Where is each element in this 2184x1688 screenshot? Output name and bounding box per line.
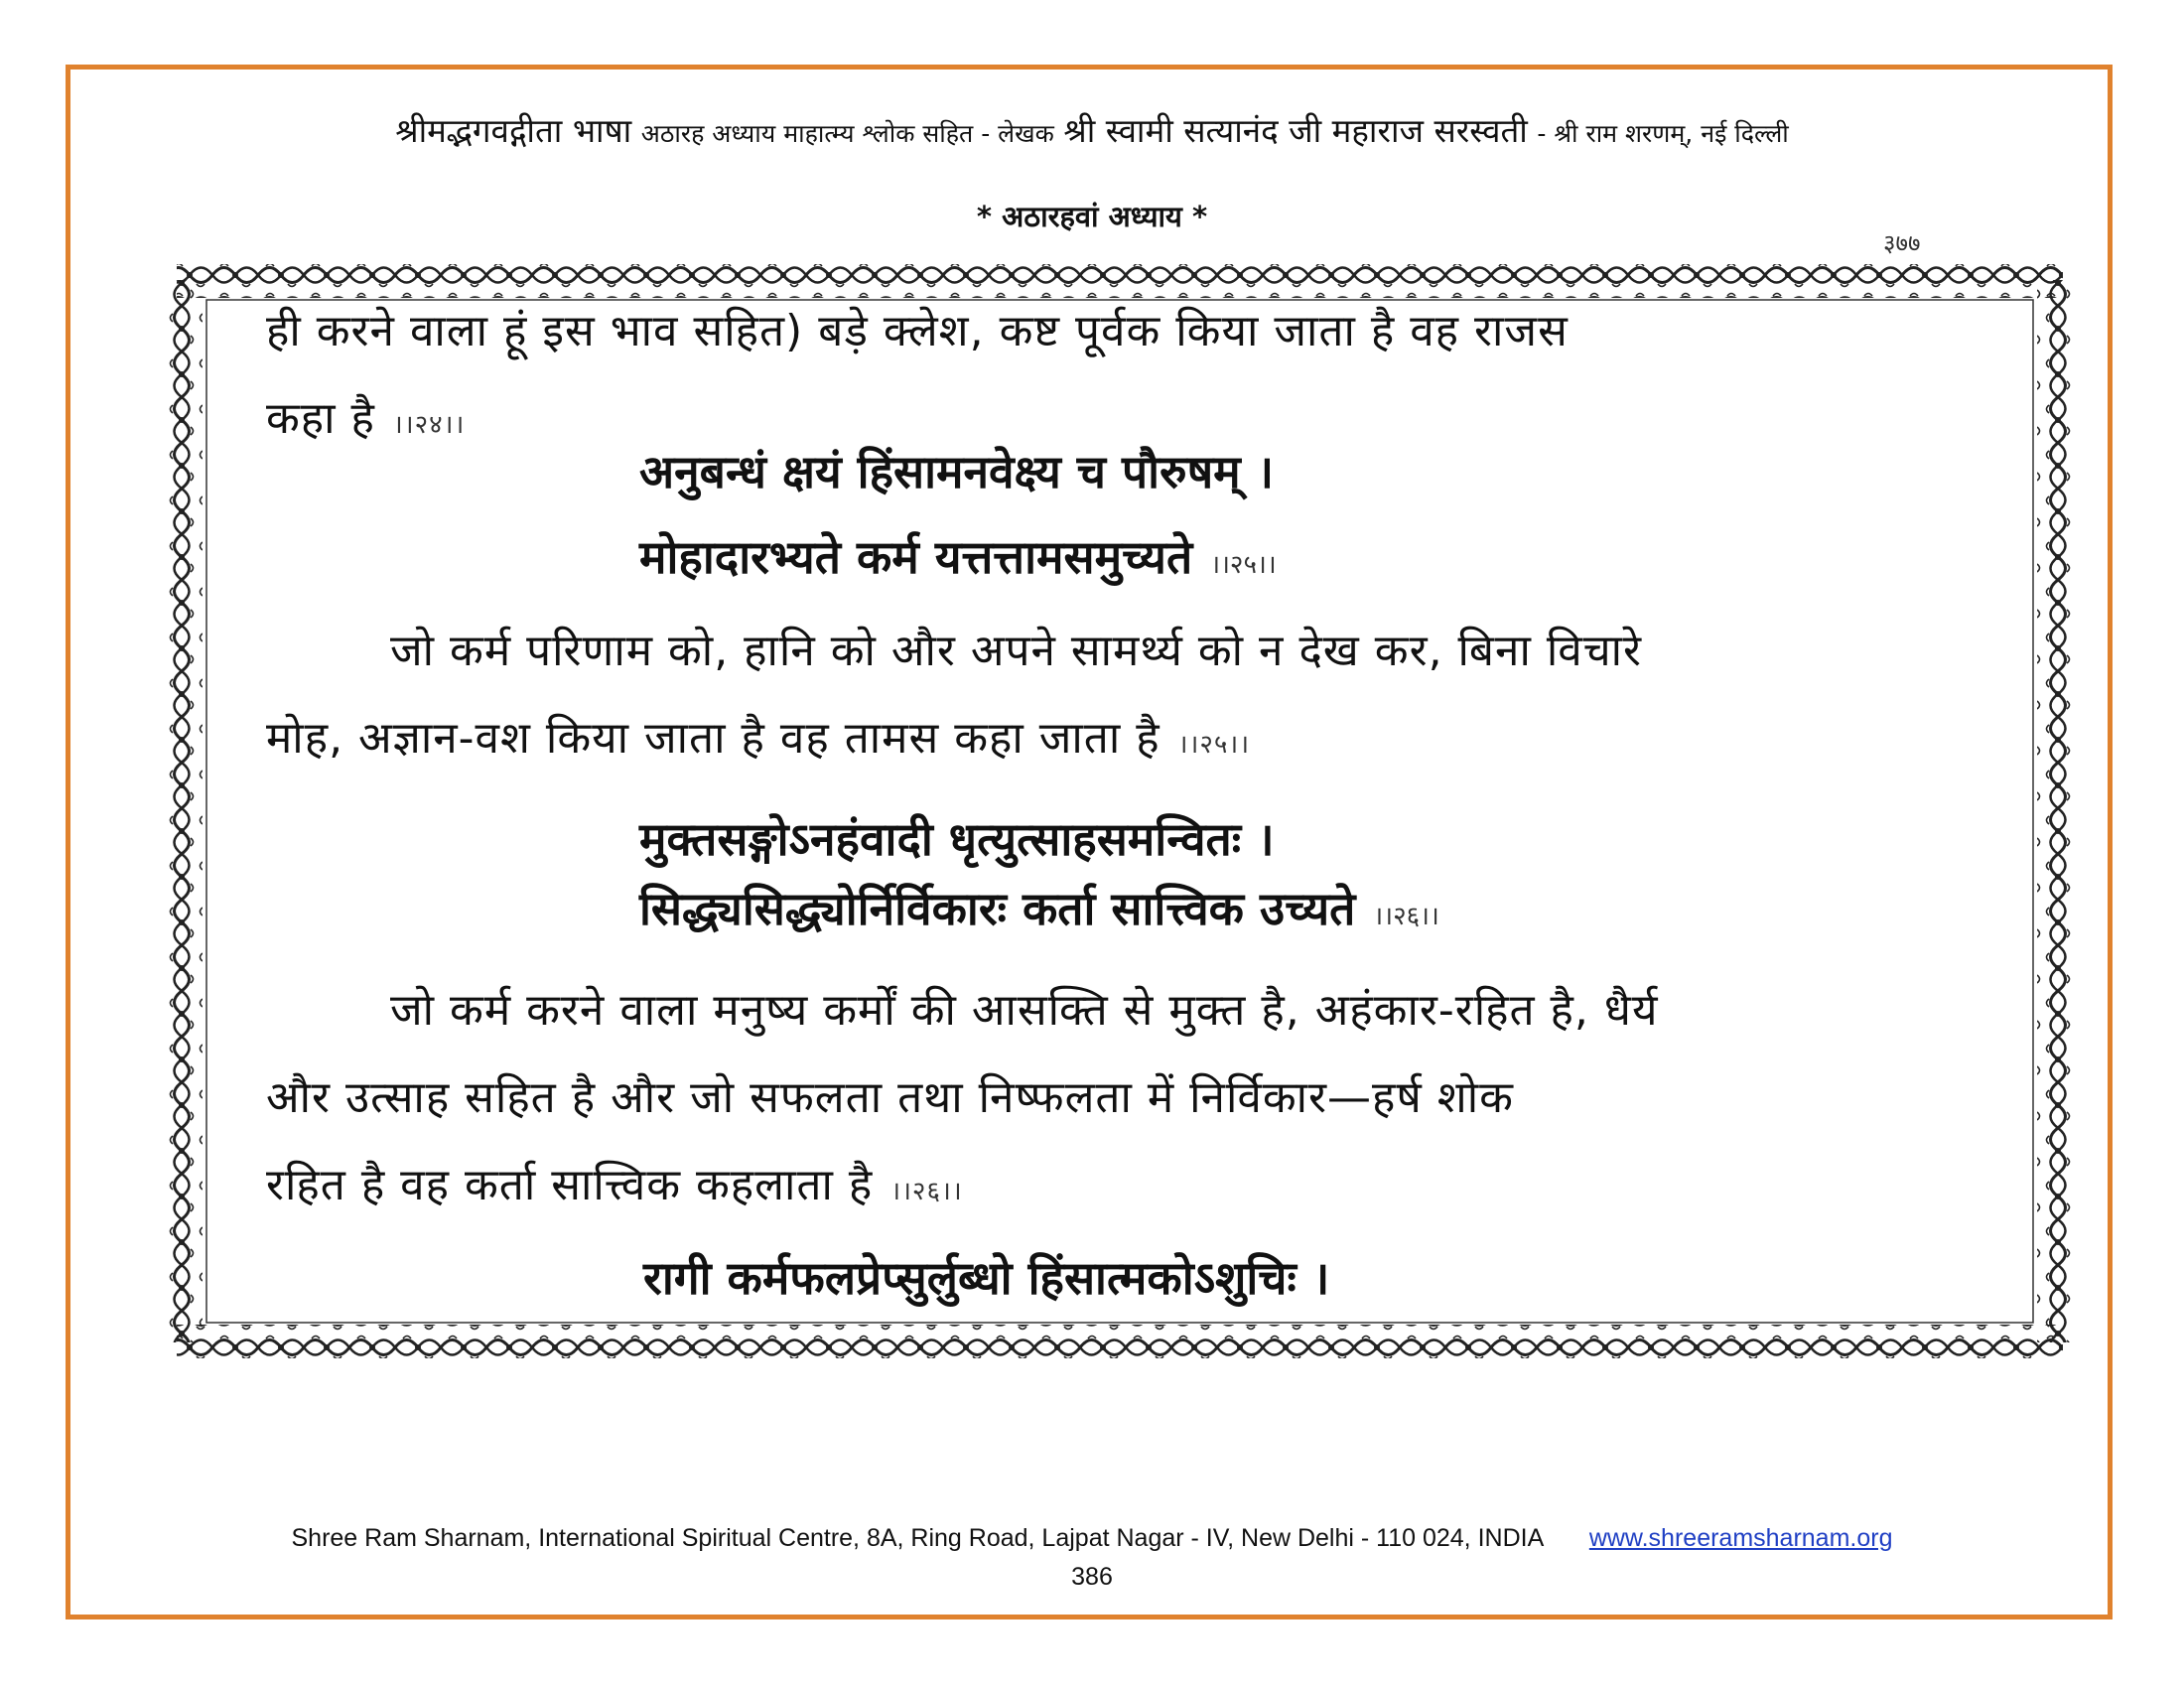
verse-text: मोहादारभ्यते कर्म यत्तत्तामसमुच्यते [639,530,1193,584]
sanskrit-verse-line: मुक्तसङ्गोऽनहंवादी धृत्युत्साहसमन्वितः । [639,812,1275,866]
prose-line [266,1142,1993,1235]
sanskrit-verse-line [266,866,1993,959]
header-author: श्री स्वामी सत्यानंद जी महाराज सरस्वती [1063,111,1528,150]
header-subtitle: अठारह अध्याय माहात्म्य श्लोक सहित - लेखक [640,119,1054,148]
prose-line [266,695,1993,788]
prose-text: रहित है वह कर्ता सात्त्विक कहलाता है [266,1160,874,1210]
verse-number: ।।२४।। [392,410,466,440]
scan-page-number: ३७७ [1883,229,1921,257]
prose-line: ही करने वाला हूं इस भाव सहित) बड़े क्लेश, कष्ट पूर्वक किया जाता है वह राजस [266,306,1569,356]
prose-text: कहा है [266,393,375,444]
prose-line: जो कर्म करने वाला मनुष्य कर्मों की आसक्ति से मुक्त है, अहंकार-रहित है, धैर्य [390,985,1659,1036]
chapter-title: * अठारहवां अध्याय * [976,200,1208,233]
verse-number: ।।२६।। [890,1177,963,1206]
verse-number: ।।२५।। [1210,550,1277,580]
verse-text: सिद्ध्यसिद्ध्योर्निर्विकारः कर्ता सात्त्विक उच्यते [639,882,1356,935]
website-link[interactable]: www.shreeramsharnam.org [1588,1524,1893,1552]
sanskrit-verse-line: अनुबन्धं क्षयं हिंसामनवेक्ष्य च पौरुषम् । [639,445,1275,498]
header-book-title: श्रीमद्भगवद्गीता भाषा [395,111,632,150]
scan-text-body [266,288,1993,1321]
prose-text: मोह, अज्ञान-वश किया जाता है वह तामस कहा जाता है [266,713,1160,764]
scanned-page [167,260,2073,1362]
sanskrit-verse-line [266,514,1993,608]
header-publisher: - श्री राम शरणम्, नई दिल्ली [1537,119,1789,148]
prose-line: जो कर्म परिणाम को, हानि को और अपने सामर्थ्य को न देख कर, बिना विचारे [390,626,1643,676]
footer-address-line [0,1524,2184,1553]
verse-number: ।।२५।। [1177,730,1251,760]
prose-line: और उत्साह सहित है और जो सफलता तथा निष्फलता में निर्विकार—हर्ष शोक [266,1072,1514,1123]
page-number: 386 [1071,1563,1113,1591]
verse-number: ।।२६।। [1373,902,1439,931]
book-header [0,107,2184,152]
sanskrit-verse-line: रागी कर्मफलप्रेप्सुर्लुब्धो हिंसात्मकोऽशुचिः । [643,1251,1330,1305]
footer-address: Shree Ram Sharnam, International Spiritual Centre, 8A, Ring Road, Lajpat Nagar - IV, New Delhi - 110 024, INDIA [291,1524,1543,1552]
